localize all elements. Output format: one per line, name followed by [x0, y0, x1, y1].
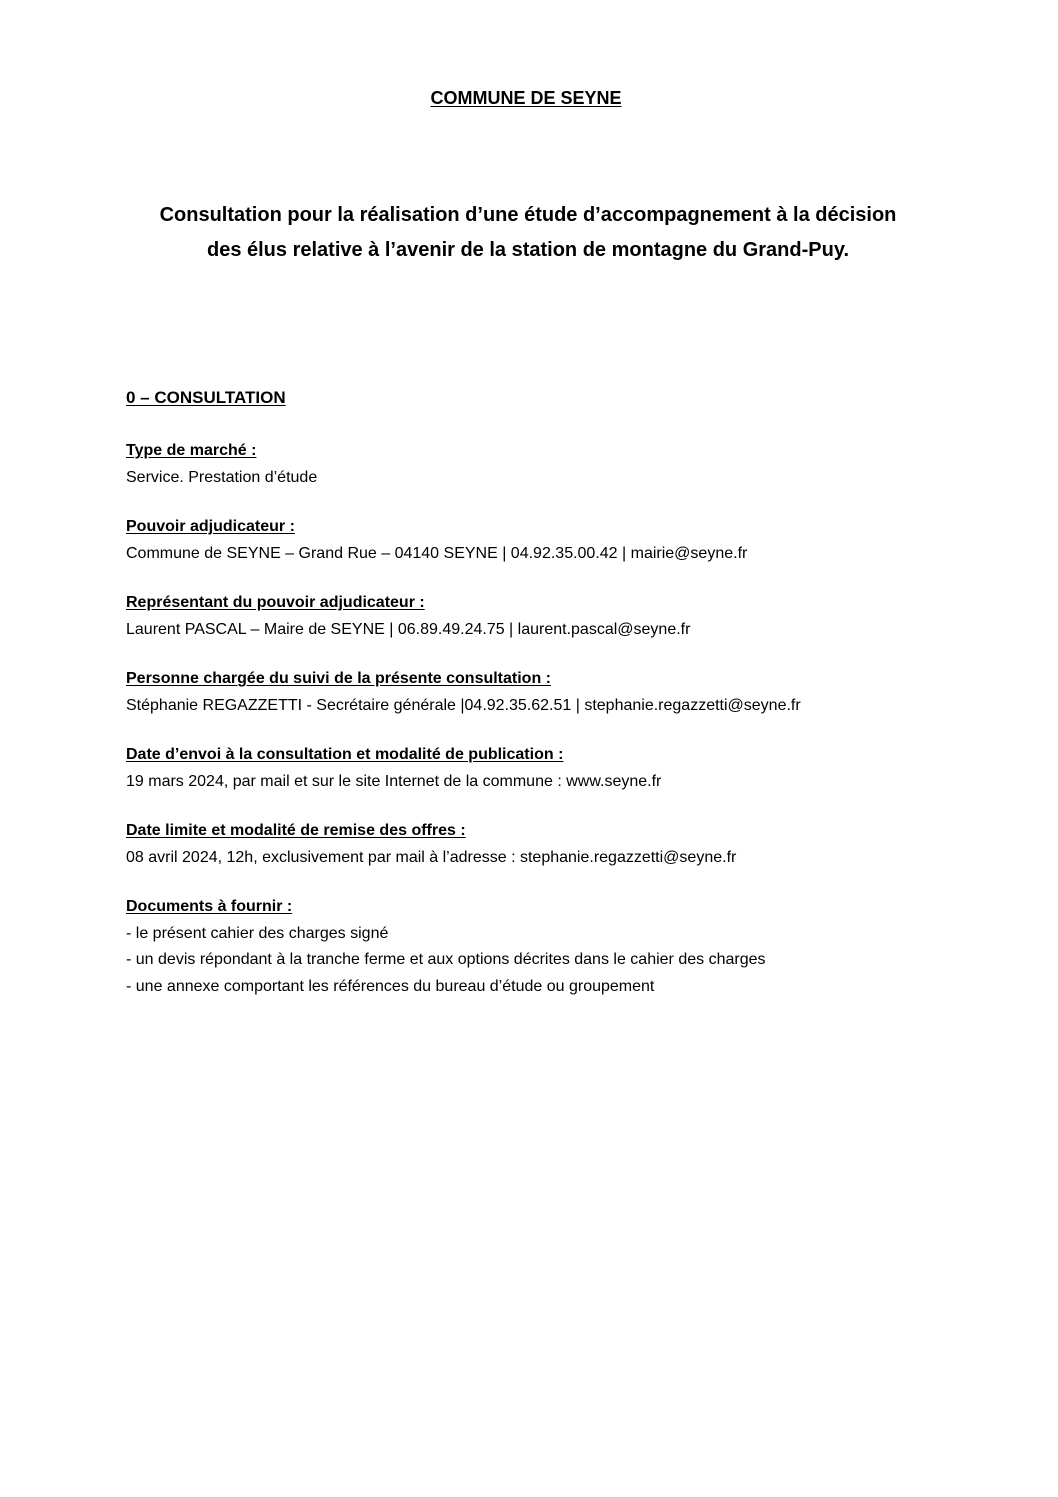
field-date-limite [126, 818, 1006, 871]
field-label: Pouvoir adjudicateur : [126, 518, 295, 535]
field-date-envoi [126, 742, 1006, 795]
field-label: Type de marché : [126, 442, 257, 459]
section-heading-consultation: 0 – CONSULTATION [126, 388, 286, 407]
field-label: Documents à fournir : [126, 898, 293, 915]
field-pouvoir-adjudicateur [126, 514, 1006, 567]
commune-title: COMMUNE DE SEYNE [430, 88, 622, 108]
field-value: Laurent PASCAL – Maire de SEYNE | 06.89.49.24.75 | laurent.pascal@seyne.fr [126, 620, 691, 638]
list-item: - le présent cahier des charges signé [126, 924, 389, 942]
document-title [110, 198, 946, 268]
field-representant [126, 590, 1006, 643]
field-label: Date limite et modalité de remise des offres : [126, 822, 466, 839]
field-label: Représentant du pouvoir adjudicateur : [126, 594, 425, 611]
documents-list [126, 921, 1006, 1001]
field-value: 19 mars 2024, par mail et sur le site Internet de la commune : www.seyne.fr [126, 772, 662, 790]
document-title-line-2: des élus relative à l’avenir de la station de montagne du Grand-Puy. [206, 239, 850, 261]
field-value: Commune de SEYNE – Grand Rue – 04140 SEYNE | 04.92.35.00.42 | mairie@seyne.fr [126, 544, 748, 562]
document-title-line-1: Consultation pour la réalisation d’une étude d’accompagnement à la décision [159, 204, 897, 226]
field-value: Stéphanie REGAZZETTI - Secrétaire générale |04.92.35.62.51 | stephanie.regazzetti@seyne.fr [126, 696, 801, 714]
field-personne-chargee [126, 666, 1006, 719]
list-item: - un devis répondant à la tranche ferme et aux options décrites dans le cahier des charges [126, 951, 766, 968]
field-value: 08 avril 2024, 12h, exclusivement par mail à l’adresse : stephanie.regazzetti@seyne.fr [126, 848, 737, 866]
list-item: - une annexe comportant les références du bureau d’étude ou groupement [126, 977, 655, 995]
field-value: Service. Prestation d’étude [126, 468, 318, 486]
field-label: Date d’envoi à la consultation et modalité de publication : [126, 746, 564, 763]
field-documents [126, 894, 1006, 1000]
field-type-marche [126, 438, 1006, 491]
field-label: Personne chargée du suivi de la présente consultation : [126, 670, 551, 687]
